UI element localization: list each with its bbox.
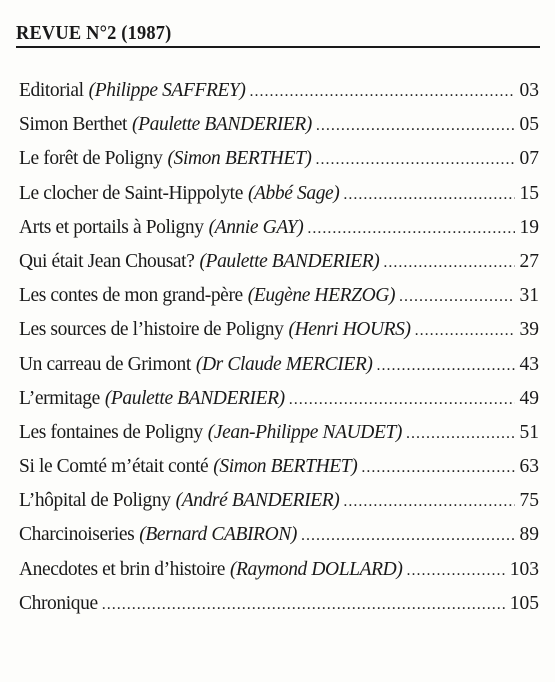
entry-text <box>19 354 372 376</box>
entry-author: (Eugène HERZOG) <box>247 285 396 307</box>
dot-leader <box>361 457 514 479</box>
entry-page-number: 27 <box>519 250 539 272</box>
entry-author: (André BANDERIER) <box>175 490 340 512</box>
entry-author: (Raymond DOLLARD) <box>229 558 403 580</box>
entry-text <box>19 422 402 444</box>
entry-title: Qui était Jean Chousat? <box>19 250 195 272</box>
toc-entry <box>19 593 539 627</box>
dot-leader <box>376 355 514 377</box>
toc-entry <box>19 148 539 182</box>
entry-page-number: 39 <box>519 319 539 341</box>
entry-title: L’hôpital de Poligny <box>19 490 171 512</box>
entry-author: (Abbé Sage) <box>247 182 340 204</box>
entry-page-number: 19 <box>519 216 539 238</box>
entry-text <box>19 559 402 581</box>
dot-leader <box>399 286 514 308</box>
entry-page-number: 105 <box>509 592 539 614</box>
entry-author: (Philippe SAFFREY) <box>88 80 246 101</box>
entry-page-number: 31 <box>519 285 539 307</box>
entry-title: Le forêt de Poligny <box>19 148 163 170</box>
page-title: REVUE N°2 (1987) <box>16 22 172 44</box>
toc-entry <box>19 251 539 285</box>
entry-title: Les fontaines de Poligny <box>19 421 203 443</box>
entry-text <box>19 217 303 239</box>
entry-title: Charcinoiseries <box>19 524 135 546</box>
entry-text <box>19 319 411 341</box>
dot-leader <box>343 184 514 206</box>
entry-author: (Jean-Philippe NAUDET) <box>207 421 403 443</box>
entry-text <box>19 114 312 136</box>
entry-page-number: 43 <box>519 353 539 375</box>
entry-text <box>19 456 357 478</box>
entry-text <box>19 524 297 546</box>
entry-page-number: 05 <box>519 114 539 136</box>
dot-leader <box>406 560 504 582</box>
dot-leader <box>415 320 515 342</box>
toc-entry <box>19 490 539 524</box>
entry-page-number: 15 <box>519 182 539 204</box>
entry-author: (Paulette BANDERIER) <box>199 250 380 272</box>
dot-leader <box>307 218 514 240</box>
entry-text <box>19 148 312 170</box>
entry-text <box>19 251 379 273</box>
entry-title: Un carreau de Grimont <box>19 353 191 375</box>
entry-title: Si le Comté m’était conté <box>19 456 209 478</box>
dot-leader <box>316 149 515 171</box>
entry-text <box>19 388 285 410</box>
entry-title: Le clocher de Saint-Hippolyte <box>19 182 243 204</box>
entry-author: (Paulette BANDERIER) <box>132 114 312 136</box>
entry-title: Chronique <box>19 592 98 614</box>
toc-entry <box>19 422 539 456</box>
toc-entry <box>19 319 539 353</box>
entry-text <box>19 593 98 615</box>
entry-text <box>19 285 395 307</box>
entry-page-number: 49 <box>519 387 539 409</box>
entry-page-number: 89 <box>519 524 539 546</box>
entry-title: Anecdotes et brin d’histoire <box>19 558 225 580</box>
entry-text <box>19 490 339 512</box>
toc-entry <box>19 524 539 558</box>
entry-page-number: 07 <box>519 148 539 170</box>
toc-entry <box>19 456 539 490</box>
toc-entry <box>19 217 539 251</box>
dot-leader <box>316 115 515 137</box>
entry-page-number: 51 <box>519 421 539 443</box>
entry-author: (Dr Claude MERCIER) <box>195 353 373 375</box>
entry-text <box>19 183 339 205</box>
dot-leader <box>102 594 505 616</box>
entry-title: Les sources de l’histoire de Poligny <box>19 319 284 341</box>
dot-leader <box>343 491 514 513</box>
dot-leader <box>301 525 515 547</box>
entry-author: (Bernard CABIRON) <box>139 524 297 546</box>
toc-entry <box>19 285 539 319</box>
entry-author: (Simon BERTHET) <box>213 456 358 478</box>
entry-author: (Annie GAY) <box>208 216 304 238</box>
toc-entry <box>19 559 539 593</box>
toc-entry <box>19 114 539 148</box>
dot-leader <box>289 389 515 411</box>
toc-entry <box>19 388 539 422</box>
entry-title: Simon Berthet <box>19 114 128 136</box>
toc-entry <box>19 354 539 388</box>
toc-entry <box>19 183 539 217</box>
entry-page-number: 75 <box>519 490 539 512</box>
entry-page-number: 03 <box>519 80 539 101</box>
entry-page-number: 103 <box>509 558 539 580</box>
entry-author: (Paulette BANDERIER) <box>104 387 285 409</box>
entry-title: Editorial <box>19 80 84 101</box>
dot-leader <box>250 81 515 103</box>
toc-entry <box>19 80 539 114</box>
entry-title: Les contes de mon grand-père <box>19 285 243 307</box>
entry-author: (Henri HOURS) <box>288 319 411 341</box>
entry-text <box>19 80 246 102</box>
table-of-contents <box>19 80 539 627</box>
dot-leader <box>383 252 514 274</box>
entry-author: (Simon BERTHET) <box>167 148 312 170</box>
entry-title: Arts et portails à Poligny <box>19 216 204 238</box>
page-header <box>16 18 540 48</box>
entry-title: L’ermitage <box>19 387 100 409</box>
entry-page-number: 63 <box>519 456 539 478</box>
dot-leader <box>406 423 514 445</box>
